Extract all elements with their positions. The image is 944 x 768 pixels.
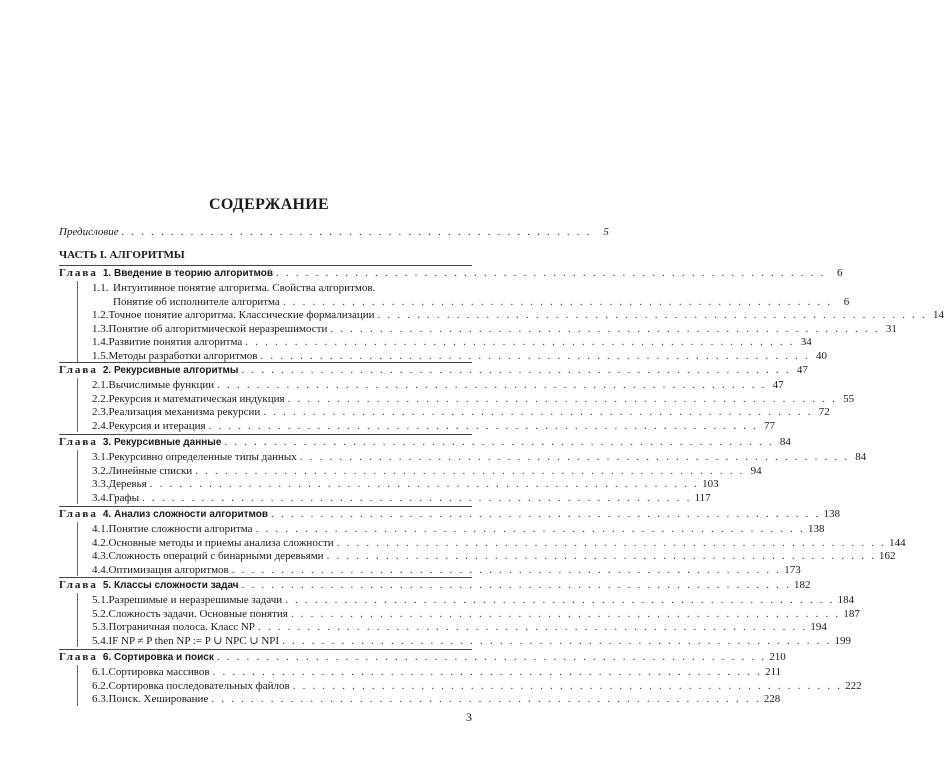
toc-section-6-2[interactable]: [92, 679, 862, 693]
toc-chapter-2[interactable]: [59, 364, 808, 377]
entry-label: Предисловие: [59, 226, 119, 238]
chapter-page: 84: [779, 436, 791, 448]
leader-dots: . . . . . . . . . . . . . . . . . . . . . . . . . . . . . . . . . . . . . . . . . . . . . . . . . . . . . . . .: [217, 379, 767, 391]
section-page: 103: [702, 478, 719, 490]
toc-section-3-1[interactable]: [92, 451, 867, 464]
section-page: 184: [837, 594, 855, 606]
section-page: 211: [765, 666, 782, 678]
leader-dots: . . . . . . . . . . . . . . . . . . . . . . . . . . . . . . . . . . . . . . . . . . . . . . . . . . . . . . . .: [290, 607, 841, 620]
toc-section-6-1[interactable]: [92, 666, 782, 679]
section-title: Разрешимые и неразрешимые задачи: [108, 594, 283, 606]
chapter-title: 5. Классы сложности задач: [102, 580, 239, 591]
toc-section-5-2[interactable]: [92, 607, 860, 621]
section-page: 117: [694, 491, 711, 504]
toc-section-1-4[interactable]: [92, 336, 812, 349]
section-page: 47: [772, 379, 784, 391]
section-number: 6.3.: [92, 693, 109, 705]
toc-chapter-5[interactable]: [59, 579, 811, 592]
section-page: 199: [834, 634, 852, 647]
toc-section-4-2[interactable]: [92, 536, 906, 550]
leader-dots: . . . . . . . . . . . . . . . . . . . . . . . . . . . . . . . . . . . . . . . . . . . . . . . . . . . . . . . .: [149, 478, 700, 490]
toc-section-1-1[interactable]: [92, 282, 472, 295]
leader-dots: . . . . . . . . . . . . . . . . . . . . . . . . . . . . . . . . . . . . . . . . . . . . . . . . . . . . . . . .: [263, 406, 813, 418]
section-number: 3.4.: [92, 491, 109, 504]
toc-section-2-2[interactable]: [92, 392, 855, 406]
leader-dots: . . . . . . . . . . . . . . . . . . . . . . . . . . . . . . . . . . . . . . . . . . . . . . . . . . . . . . . .: [224, 436, 774, 448]
section-number: 1.5.: [92, 349, 109, 362]
leader-dots: . . . . . . . . . . . . . . . . . . . . . . . . . . . . . . . . . . . . . . . . . . . . . . . . . . . . . . . .: [330, 322, 880, 335]
section-page: 173: [784, 563, 801, 576]
section-number: 4.1.: [92, 523, 109, 535]
chapter-title: 1. Введение в теорию алгоритмов: [102, 268, 274, 279]
section-bracket: [77, 281, 78, 362]
chapter-word: Глава: [59, 651, 98, 663]
leader-dots: . . . . . . . . . . . . . . . . . . . . . . . . . . . . . . . . . . . . . . . . . . . . . . . . . . . . . . . .: [216, 651, 767, 663]
section-number: 2.2.: [92, 392, 109, 405]
toc-section-5-1[interactable]: [92, 594, 855, 607]
section-number: 1.4.: [92, 336, 109, 348]
chapter-title: 2. Рекурсивные алгоритмы: [102, 365, 239, 376]
toc-section-1-3[interactable]: [92, 322, 897, 336]
section-page: 14: [932, 309, 944, 321]
section-number: 2.4.: [92, 419, 109, 432]
toc-section-2-4[interactable]: [92, 419, 776, 433]
section-bracket: [77, 522, 78, 576]
chapter-title: 3. Рекурсивные данные: [102, 437, 222, 448]
leader-dots: . . . . . . . . . . . . . . . . . . . . . . . . . . . . . . . . . . . . . . . . . . . . . . . . . . . . . . . .: [282, 634, 832, 647]
toc-section-5-4[interactable]: [92, 634, 852, 648]
leader-dots: . . . . . . . . . . . . . . . . . . . . . . . . . . . . . . . . . . . . . . . . . . . . . . . . . . . . . . . .: [292, 679, 843, 692]
section-number: 2.1.: [92, 379, 109, 391]
section-title-continued: Понятие об исполнителе алгоритма: [113, 295, 280, 308]
section-title: Графы: [108, 491, 140, 504]
leader-dots: . . . . . . . . . . . . . . . . . . . . . . . . . . . . . . . . . . . . . . . . . . . . . . . . . . . . . . . .: [326, 550, 877, 562]
section-bracket: [77, 665, 78, 706]
toc-section-4-3[interactable]: [92, 550, 896, 563]
section-title: Понятие об алгоритмической неразрешимости: [108, 322, 328, 335]
chapter-word: Глава: [59, 579, 98, 591]
part-label: ЧАСТЬ I. АЛГОРИТМЫ: [59, 249, 185, 261]
section-number: 4.2.: [92, 536, 109, 549]
section-page: 55: [843, 392, 855, 405]
section-page: 6: [843, 295, 850, 308]
section-number: 5.3.: [92, 621, 109, 633]
leader-dots: . . . . . . . . . . . . . . . . . . . . . . . . . . . . . . . . . . . . . . . . . . . . . . . . . . . . . . . .: [211, 693, 761, 705]
section-number: 3.3.: [92, 478, 109, 490]
section-title: Пограничная полоса. Класс NP: [108, 621, 255, 633]
page-title: СОДЕРЖАНИЕ: [208, 196, 330, 213]
section-page: 162: [879, 550, 896, 562]
section-page: 144: [889, 536, 906, 549]
leader-dots: . . . . . . . . . . . . . . . . . . . . . . . . . . . . . . . . . . . . . . . . . . . . . . . . . . . . . . . .: [287, 392, 838, 405]
section-number: 2.3.: [92, 406, 109, 418]
toc-section-2-1[interactable]: [92, 379, 784, 392]
section-bracket: [77, 378, 78, 432]
section-page: 194: [810, 621, 827, 633]
section-page: 94: [750, 464, 762, 477]
toc-section-3-3[interactable]: [92, 478, 719, 491]
toc-section-5-3[interactable]: [92, 621, 827, 634]
section-title: Оптимизация алгоритмов: [108, 563, 229, 576]
toc-section-4-4[interactable]: [92, 563, 801, 577]
section-page: 228: [763, 693, 781, 705]
section-title: Сложность задачи. Основные понятия: [108, 607, 288, 620]
section-number: 5.4.: [92, 634, 109, 647]
leader-dots: . . . . . . . . . . . . . . . . . . . . . . . . . . . . . . . . . . . . . . . . . . . . . . . . . . . . . . . .: [336, 536, 887, 549]
toc-chapter-1[interactable]: [59, 267, 843, 280]
section-title: Поиск. Хеширование: [108, 693, 209, 705]
section-page: 187: [843, 607, 860, 620]
chapter-title: 4. Анализ сложности алгоритмов: [102, 509, 269, 520]
section-page: 34: [800, 336, 812, 348]
section-title: Рекурсивно определенные типы данных: [108, 451, 297, 463]
chapter-rule: [59, 577, 472, 578]
section-number: 1.3.: [92, 322, 109, 335]
section-title: Точное понятие алгоритма. Классические формализации: [108, 309, 375, 321]
leader-dots: . . . . . . . . . . . . . . . . . . . . . . . . . . . . . . . . . . . . . . . . . . . . . . . . . . . . . . . .: [255, 523, 806, 535]
leader-dots: . . . . . . . . . . . . . . . . . . . . . . . . . . . . . . . . . . . . . . . . . . . . . . . . . . . . . . . .: [241, 364, 791, 376]
section-title: Вычислимые функции: [108, 379, 215, 391]
leader-dots: . . . . . . . . . . . . . . . . . . . . . . . . . . . . . . . . . . . . . . . . . . . . . . . . . . . . . . . .: [285, 594, 835, 606]
leader-dots: . . . . . . . . . . . . . . . . . . . . . . . . . . . . . . . . . . . . . . . . . . . . . . . . . . . . . . . .: [208, 419, 759, 432]
toc-section-1-5[interactable]: [92, 349, 827, 363]
leader-dots: . . . . . . . . . . . . . . . . . . . . . . . . . . . . . . . . . . . . . . . . . . . . . . . . . . . . . . . .: [257, 621, 808, 633]
section-page: 31: [885, 322, 897, 335]
section-number: 4.4.: [92, 563, 109, 576]
section-bracket: [77, 593, 78, 647]
section-title: Рекурсия и математическая индукция: [108, 392, 285, 405]
leader-dots: . . . . . . . . . . . . . . . . . . . . . . . . . . . . . . . . . . . . . . . . . . . . . . . . . . . . . . . .: [299, 451, 850, 463]
section-title: Деревья: [108, 478, 147, 490]
section-title: Сложность операций с бинарными деревьями: [108, 550, 324, 562]
section-title: IF NP ≠ P then NP := P ∪ NPC ∪ NPI: [108, 634, 280, 647]
chapter-rule: [59, 362, 472, 363]
leader-dots: . . . . . . . . . . . . . . . . . . . . . . . . . . . . . . . . . . . . . . . . . . . . . . . . . . . . . . . .: [241, 579, 792, 591]
section-page: 84: [855, 451, 867, 463]
toc-chapter-4[interactable]: [59, 508, 840, 521]
chapter-word: Глава: [59, 364, 98, 376]
section-number: 3.2.: [92, 464, 109, 477]
toc-section-4-1[interactable]: [92, 523, 825, 536]
section-number: 1.2.: [92, 309, 109, 321]
section-title: Сортировка последовательных файлов: [108, 679, 290, 692]
section-number: 1.1.: [92, 282, 109, 294]
leader-dots: . . . . . . . . . . . . . . . . . . . . . . . . . . . . . . . . . . . . . . . . . . . . . . . . . . . . . . . .: [245, 336, 795, 348]
chapter-page: 138: [823, 508, 840, 520]
section-title: Рекурсия и итерация: [108, 419, 206, 432]
toc-entry-preface[interactable]: [59, 226, 609, 239]
leader-dots: . . . . . . . . . . . . . . . . . . . . . . . . . . . . . . . . . . . . . . . . . . . . . . . . . . . . . . . .: [271, 508, 821, 520]
section-page: 222: [845, 679, 862, 692]
chapter-page: 182: [794, 579, 811, 591]
toc-chapter-6[interactable]: [59, 651, 786, 664]
toc-section-2-3[interactable]: [92, 406, 830, 419]
chapter-title: 6. Сортировка и поиск: [102, 652, 214, 663]
section-title: Реализация механизма рекурсии: [108, 406, 261, 418]
section-title: Линейные списки: [108, 464, 193, 477]
toc-part-heading: [59, 249, 472, 262]
leader-dots: . . . . . . . . . . . . . . . . . . . . . . . . . . . . . . . . . . . . . . . . . . . . . . . . . . . . . . . .: [260, 349, 810, 362]
section-title: Развитие понятия алгоритма: [108, 336, 243, 348]
section-title: Сортировка массивов: [108, 666, 210, 678]
section-title: Интуитивное понятие алгоритма. Свойства алгоритмов.: [113, 282, 376, 294]
toc-section-1-2[interactable]: [92, 309, 944, 322]
section-continuation[interactable]: [113, 295, 850, 309]
toc-section-6-3[interactable]: [92, 693, 781, 706]
section-page: 77: [764, 419, 776, 432]
section-page: 72: [818, 406, 830, 418]
leader-dots: . . . . . . . . . . . . . . . . . . . . . . . . . . . . . . . . . . . . . . . . . . . . . . . .: [121, 226, 592, 238]
section-page: 40: [815, 349, 827, 362]
chapter-word: Глава: [59, 436, 98, 448]
chapter-word: Глава: [59, 267, 98, 279]
leader-dots: . . . . . . . . . . . . . . . . . . . . . . . . . . . . . . . . . . . . . . . . . . . . . . . . . . . . . . . .: [142, 491, 692, 504]
chapter-rule: [59, 434, 472, 435]
chapter-rule: [59, 649, 472, 650]
section-number: 6.1.: [92, 666, 109, 678]
section-number: 6.2.: [92, 679, 109, 692]
toc-chapter-3[interactable]: [59, 436, 791, 449]
section-number: 4.3.: [92, 550, 109, 562]
leader-dots: . . . . . . . . . . . . . . . . . . . . . . . . . . . . . . . . . . . . . . . . . . . . . . . . . . . . . . . .: [212, 666, 763, 678]
leader-dots: . . . . . . . . . . . . . . . . . . . . . . . . . . . . . . . . . . . . . . . . . . . . . . . . . . . . . . . .: [231, 563, 782, 576]
leader-dots: . . . . . . . . . . . . . . . . . . . . . . . . . . . . . . . . . . . . . . . . . . . . . . . . . . . . . . . .: [276, 267, 826, 279]
chapter-word: Глава: [59, 508, 98, 520]
section-title: Основные методы и приемы анализа сложности: [108, 536, 334, 549]
chapter-rule: [59, 265, 472, 266]
toc-section-3-2[interactable]: [92, 464, 762, 478]
section-bracket: [77, 450, 78, 504]
leader-dots: . . . . . . . . . . . . . . . . . . . . . . . . . . . . . . . . . . . . . . . . . . . . . . . . . . . . . . . .: [377, 309, 927, 321]
leader-dots: . . . . . . . . . . . . . . . . . . . . . . . . . . . . . . . . . . . . . . . . . . . . . . . . . . . . . . . .: [282, 295, 833, 308]
chapter-page: 6: [836, 267, 843, 279]
toc-section-3-4[interactable]: [92, 491, 711, 505]
leader-dots: . . . . . . . . . . . . . . . . . . . . . . . . . . . . . . . . . . . . . . . . . . . . . . . . . . . . . . . .: [195, 464, 745, 477]
chapter-page: 47: [796, 364, 808, 376]
section-title: Понятие сложности алгоритма: [108, 523, 253, 535]
chapter-page: 210: [769, 651, 786, 663]
section-number: 5.1.: [92, 594, 109, 606]
section-number: 3.1.: [92, 451, 109, 463]
section-number: 5.2.: [92, 607, 109, 620]
section-page: 138: [808, 523, 825, 535]
page-number: 3: [466, 710, 472, 724]
chapter-rule: [59, 506, 472, 507]
entry-page: 5: [603, 226, 609, 238]
section-title: Методы разработки алгоритмов: [108, 349, 258, 362]
